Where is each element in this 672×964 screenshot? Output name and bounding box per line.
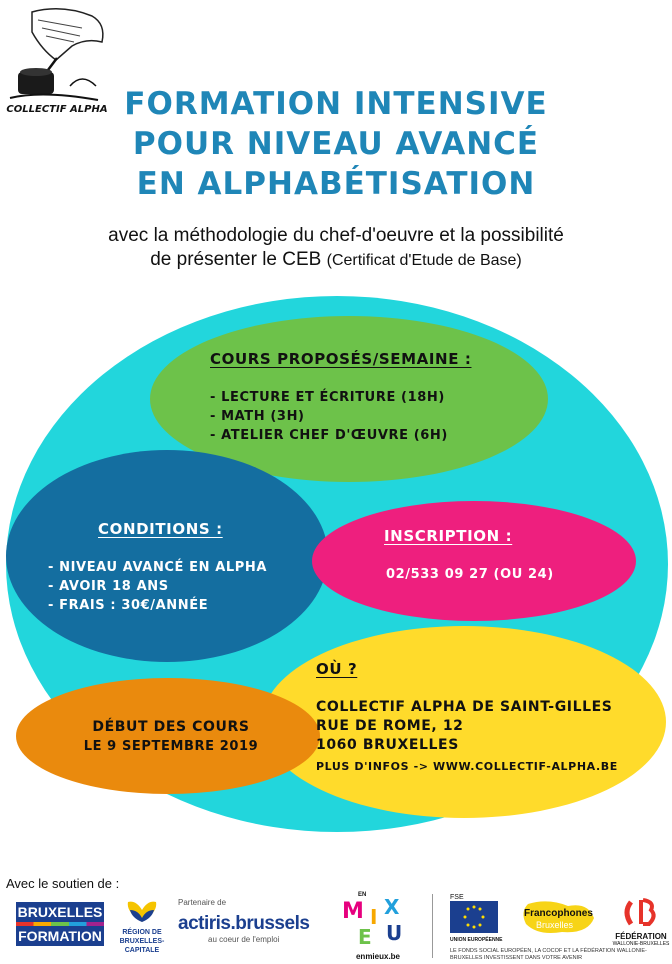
subtitle-line-1: avec la méthodologie du chef-d'oeuvre et la possibilité xyxy=(108,225,564,246)
list-item: - MATH (3H) xyxy=(210,409,305,424)
ue-text: UNION EUROPÉENNE xyxy=(450,937,503,943)
conditions-ellipse xyxy=(6,450,328,662)
svg-text:U: U xyxy=(386,921,403,945)
subtitle xyxy=(10,224,662,273)
list-item: - NIVEAU AVANCÉ EN ALPHA xyxy=(48,560,268,575)
region-text: RÉGION DE BRUXELLES-CAPITALE xyxy=(119,929,165,954)
fwb-icon xyxy=(621,896,661,928)
enmieux-logo xyxy=(340,892,416,964)
list-item: - ATELIER CHEF D'ŒUVRE (6H) xyxy=(210,428,448,443)
list-item: - FRAIS : 30€/ANNÉE xyxy=(48,598,209,613)
list-item: - AVOIR 18 ANS xyxy=(48,579,169,594)
iris-icon xyxy=(122,898,162,924)
title-line-3: EN ALPHABÉTISATION xyxy=(136,166,536,202)
federation-text: FÉDÉRATION xyxy=(615,932,667,941)
footer-label: Avec le soutien de : xyxy=(6,876,120,891)
ou-address xyxy=(316,698,613,755)
title-line-1: FORMATION INTENSIVE xyxy=(124,86,548,122)
svg-text:X: X xyxy=(384,895,400,919)
cours-list xyxy=(210,388,448,445)
subtitle-line-2 xyxy=(10,248,662,273)
francophones-text: Francophones xyxy=(524,908,593,919)
address-line-3: 1060 BRUXELLES xyxy=(316,737,459,753)
conditions-list xyxy=(48,558,267,615)
bf-line-2: FORMATION xyxy=(16,926,104,946)
francophones-sub: Bruxelles xyxy=(536,920,574,930)
actiris-text: actiris.brussels xyxy=(178,913,310,934)
svg-text:M: M xyxy=(342,899,364,924)
address-line-1: COLLECTIF ALPHA DE SAINT-GILLES xyxy=(316,699,613,715)
francophones-logo xyxy=(518,898,600,942)
inscription-phone: 02/533 09 27 (OU 24) xyxy=(386,567,554,582)
subtitle-small: (Certificat d'Etude de Base) xyxy=(326,252,522,269)
actiris-logo xyxy=(178,898,334,958)
actiris-sub: au coeur de l'emploi xyxy=(208,935,280,944)
divider xyxy=(432,894,433,958)
conditions-heading: CONDITIONS : xyxy=(98,520,223,538)
title-line-2: POUR NIVEAU AVANCÉ xyxy=(132,126,540,162)
debut-text xyxy=(60,718,282,756)
sponsor-logos xyxy=(0,892,672,964)
inscription-ellipse xyxy=(312,501,636,621)
eu-flag-icon xyxy=(450,901,498,933)
mieux-letters-icon xyxy=(340,892,416,948)
debut-line-2: LE 9 SEPTEMBRE 2019 xyxy=(83,739,259,754)
logo-text: COLLECTIF ALPHA xyxy=(6,104,108,115)
fse-statement: LE FONDS SOCIAL EUROPÉEN, LA COCOF ET LA FÉDÉRATION WALLONIE-BRUXELLES INVESTISSENT DANS VOTRE AVENIR xyxy=(450,948,647,961)
address-line-2: RUE DE ROME, 12 xyxy=(316,718,464,734)
fse-logo xyxy=(450,894,512,950)
collectif-alpha-logo xyxy=(2,2,112,120)
federation-logo xyxy=(612,896,670,952)
ou-infos-link[interactable]: PLUS D'INFOS -> WWW.COLLECTIF-ALPHA.BE xyxy=(316,760,618,773)
ink-pen-hand-icon xyxy=(2,2,112,106)
list-item: - LECTURE ET ÉCRITURE (18H) xyxy=(210,390,445,405)
en-text: EN xyxy=(358,892,367,898)
region-logo xyxy=(112,898,172,962)
svg-text:I: I xyxy=(370,905,378,929)
debut-line-1: DÉBUT DES COURS xyxy=(92,719,250,735)
federation-sub: WALLONIE-BRUXELLES xyxy=(612,941,670,947)
bruxelles-formation-logo xyxy=(16,902,104,948)
bf-line-1: BRUXELLES xyxy=(17,904,103,920)
svg-text:E: E xyxy=(358,925,372,948)
page-title xyxy=(100,84,572,204)
cours-heading: COURS PROPOSÉS/SEMAINE : xyxy=(210,350,472,368)
subtitle-main: de présenter le CEB xyxy=(150,249,322,270)
inscription-heading: INSCRIPTION : xyxy=(384,527,513,545)
fse-label: FSE xyxy=(450,894,464,901)
enmieux-text: enmieux.be xyxy=(355,952,400,961)
partenaire-text: Partenaire de xyxy=(178,898,227,907)
ou-heading: OÙ ? xyxy=(316,660,358,678)
